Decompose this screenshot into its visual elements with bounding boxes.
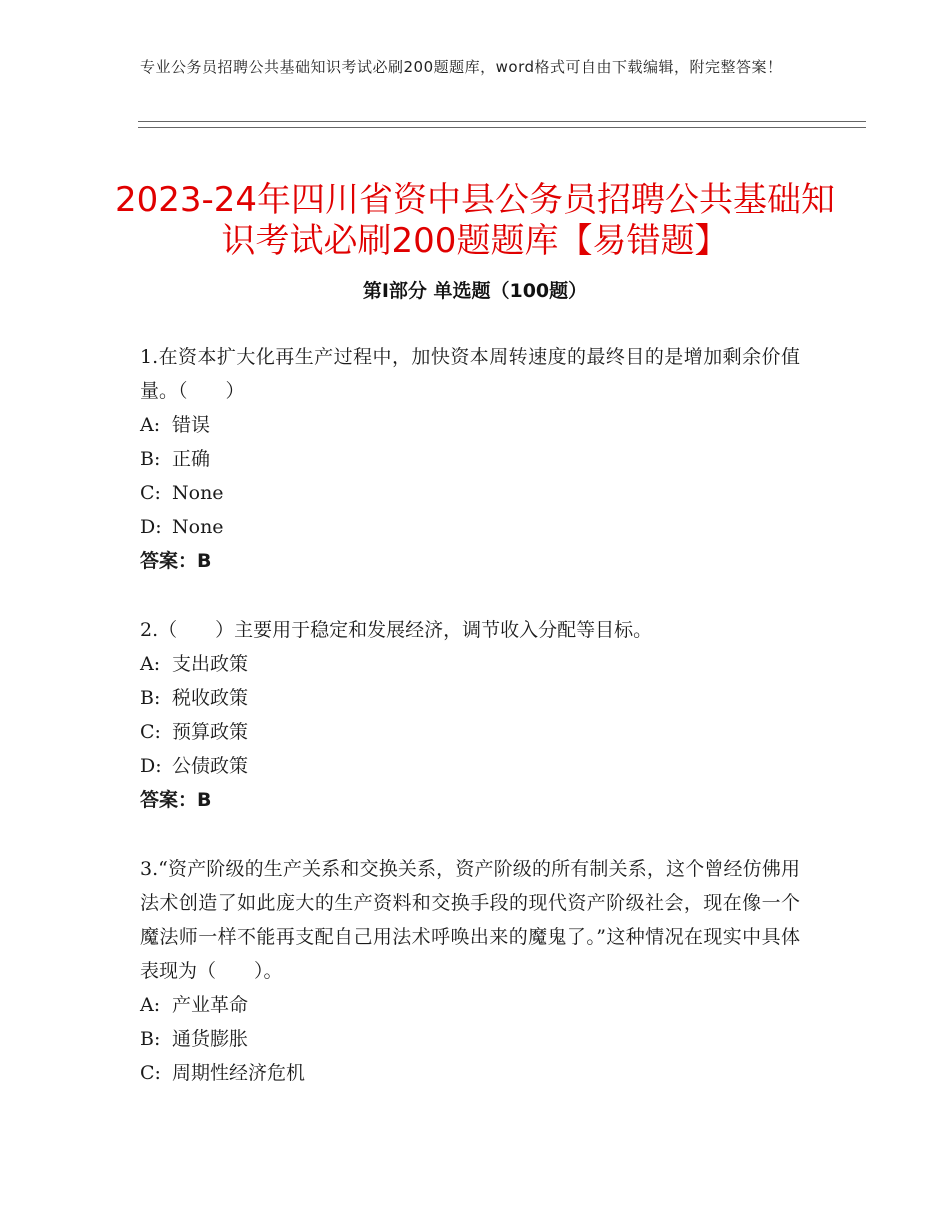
question-stem: 2.（ ）主要用于稳定和发展经济，调节收入分配等目标。: [140, 619, 653, 641]
answer-key: 答案：B: [140, 789, 212, 811]
option-d: [140, 749, 800, 783]
option-letter: C:: [140, 482, 161, 504]
option-letter: B:: [140, 687, 161, 709]
option-d: [140, 510, 800, 544]
option-letter: C:: [140, 1062, 161, 1084]
question-3: [140, 852, 800, 1090]
option-b: [140, 442, 800, 476]
option-letter: A:: [140, 994, 161, 1016]
question-stem: 1.在资本扩大化再生产过程中，加快资本周转速度的最终目的是增加剩余价值量。（ ）: [140, 346, 800, 402]
option-letter: D:: [140, 755, 162, 777]
question-stem: 3.“资产阶级的生产关系和交换关系，资产阶级的所有制关系，这个曾经仿佛用法术创造了如此庞大的生产资料和交换手段的现代资产阶级社会，现在像一个魔法师一样不能再支配自己用法术呼唤出来的魔鬼了。”这种情况在现实中具体表现为（ ）。: [140, 858, 800, 982]
question-2: [140, 613, 800, 817]
option-text: 正确: [172, 448, 211, 470]
option-text: 预算政策: [172, 721, 249, 743]
option-a: [140, 408, 800, 442]
option-b: [140, 681, 800, 715]
option-letter: A:: [140, 414, 161, 436]
option-letter: D:: [140, 516, 162, 538]
option-text: 通货膨胀: [172, 1028, 249, 1050]
part-heading: 第Ⅰ部分 单选题（100题）: [362, 280, 588, 302]
option-text: 错误: [172, 414, 211, 436]
answer-key: 答案：B: [140, 550, 212, 572]
option-c: [140, 1056, 800, 1090]
option-a: [140, 647, 800, 681]
option-text: 产业革命: [172, 994, 249, 1016]
option-letter: C:: [140, 721, 161, 743]
question-1: [140, 340, 800, 578]
option-c: [140, 476, 800, 510]
option-text: None: [172, 516, 224, 538]
header-note: 专业公务员招聘公共基础知识考试必刷200题题库，word格式可自由下载编辑，附完整答案！: [140, 58, 783, 76]
document-title: 2023-24年四川省资中县公务员招聘公共基础知识考试必刷200题题库【易错题】: [114, 179, 836, 261]
option-b: [140, 1022, 800, 1056]
option-text: 支出政策: [172, 653, 249, 675]
option-letter: A:: [140, 653, 161, 675]
option-text: 税收政策: [172, 687, 249, 709]
option-c: [140, 715, 800, 749]
option-text: 周期性经济危机: [172, 1062, 306, 1084]
option-text: 公债政策: [172, 755, 249, 777]
header-divider: [138, 121, 866, 128]
option-a: [140, 988, 800, 1022]
option-text: None: [172, 482, 224, 504]
option-letter: B:: [140, 1028, 161, 1050]
option-letter: B:: [140, 448, 161, 470]
